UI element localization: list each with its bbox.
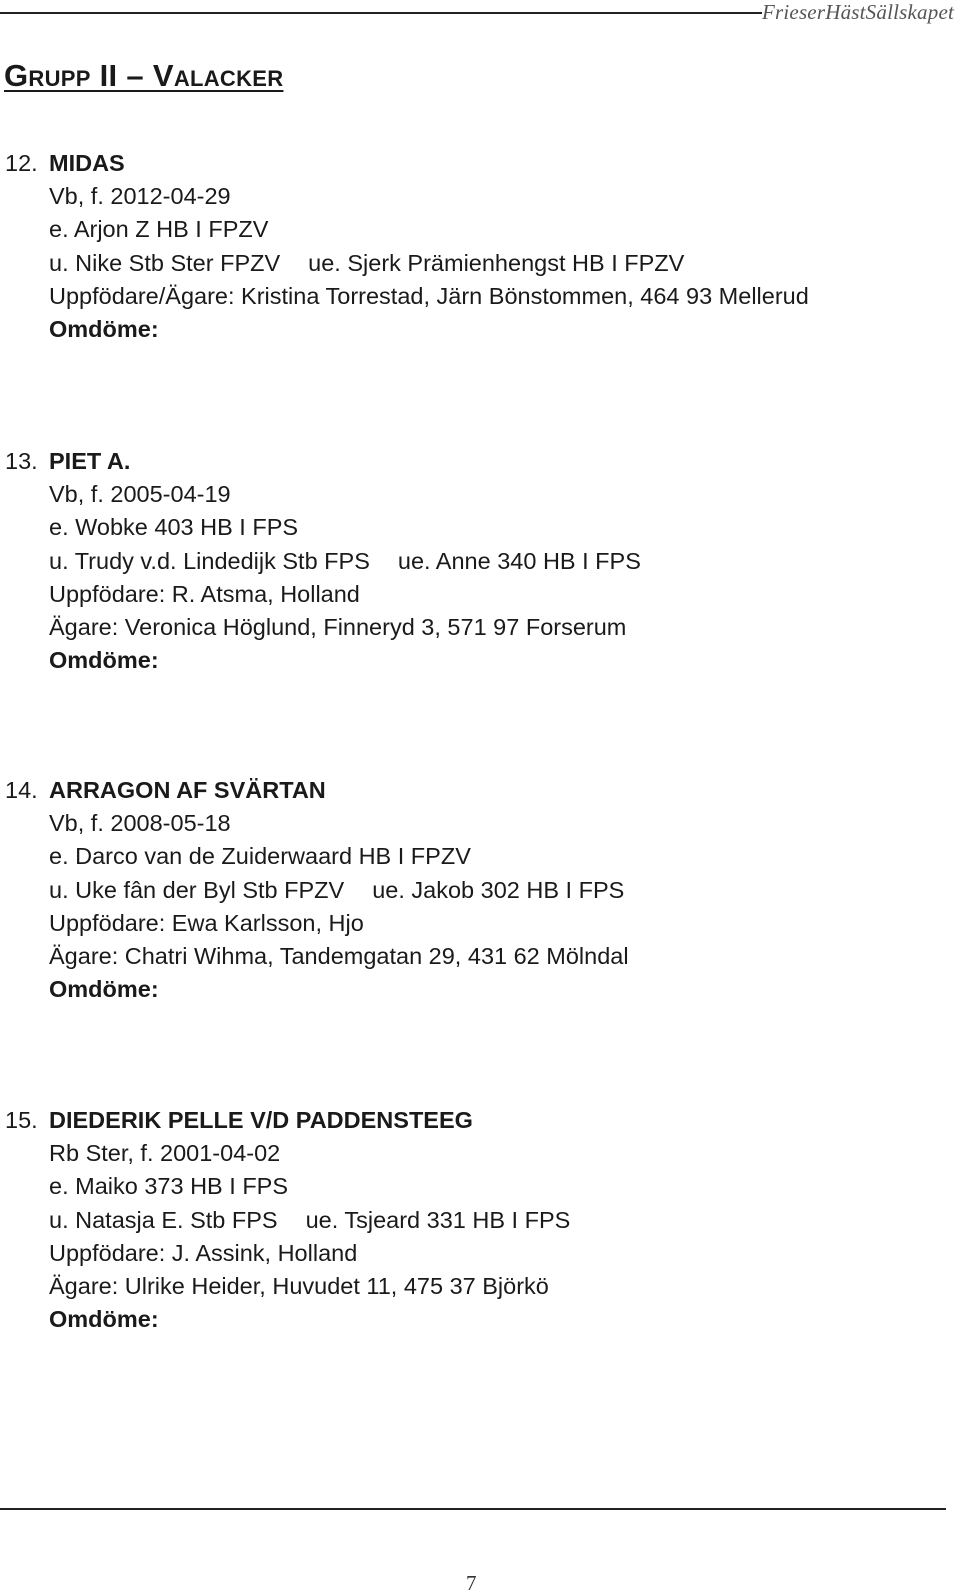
sire-line: e. Arjon Z HB I FPZV: [49, 216, 269, 243]
footer-rule: [0, 1508, 946, 1510]
birth-line: Vb, f. 2012-04-29: [49, 183, 231, 210]
dam-sire: ue. Sjerk Prämienhengst HB I FPZV: [308, 249, 685, 276]
dam-line: [5, 247, 945, 280]
dam: u. Nike Stb Ster FPZV: [49, 249, 281, 276]
breeder-line: Uppfödare: J. Assink, Holland: [49, 1239, 358, 1266]
dam-line: [5, 874, 945, 907]
entry-heading: [5, 147, 945, 180]
dam-sire: ue. Anne 340 HB I FPS: [397, 547, 641, 574]
entry-number: 15.: [5, 1107, 38, 1133]
judgement-label: Omdöme:: [49, 647, 159, 674]
judgement-label: Omdöme:: [49, 316, 159, 343]
horse-name: ARRAGON AF SVÄRTAN: [49, 777, 326, 803]
header-rule: [0, 12, 762, 14]
entry-heading: [5, 774, 945, 807]
dam-line: [5, 1204, 945, 1237]
horse-name: DIEDERIK PELLE V/D PADDENSTEEG: [49, 1107, 473, 1133]
owner-line: Ägare: Veronica Höglund, Finneryd 3, 571 97 Forserum: [49, 614, 627, 641]
sire-line: e. Wobke 403 HB I FPS: [49, 514, 299, 541]
owner-line: Ägare: Ulrike Heider, Huvudet 11, 475 37 Björkö: [49, 1273, 549, 1300]
entry-number: 13.: [5, 448, 38, 474]
dam: u. Trudy v.d. Lindedijk Stb FPS: [49, 547, 370, 574]
judgement-label: Omdöme:: [49, 1306, 159, 1333]
judgement-label: Omdöme:: [49, 976, 159, 1003]
dam: u. Natasja E. Stb FPS: [49, 1206, 278, 1233]
breeder-line: Uppfödare/Ägare: Kristina Torrestad, Järn Bönstommen, 464 93 Mellerud: [49, 282, 809, 309]
breeder-line: Uppfödare: R. Atsma, Holland: [49, 580, 360, 607]
horse-entry: [5, 147, 945, 346]
section-title: Grupp II – Valacker: [4, 58, 284, 93]
horse-entry: [5, 445, 945, 677]
sire-line: e. Maiko 373 HB I FPS: [49, 1173, 289, 1200]
horse-name: PIET A.: [49, 448, 131, 474]
birth-line: Rb Ster, f. 2001-04-02: [49, 1140, 281, 1167]
entry-number: 12.: [5, 150, 38, 176]
dam-line: [5, 545, 945, 578]
entry-heading: [5, 1104, 945, 1137]
horse-entry: [5, 774, 945, 1006]
dam-sire: ue. Tsjeard 331 HB I FPS: [305, 1206, 571, 1233]
breeder-line: Uppfödare: Ewa Karlsson, Hjo: [49, 909, 364, 936]
owner-line: Ägare: Chatri Wihma, Tandemgatan 29, 431 62 Mölndal: [49, 943, 629, 970]
horse-name: MIDAS: [49, 150, 125, 176]
entry-number: 14.: [5, 777, 38, 803]
birth-line: Vb, f. 2008-05-18: [49, 810, 231, 837]
dam-sire: ue. Jakob 302 HB I FPS: [372, 876, 625, 903]
birth-line: Vb, f. 2005-04-19: [49, 481, 231, 508]
dam: u. Uke fân der Byl Stb FPZV: [49, 876, 345, 903]
page-number: 7: [466, 1571, 477, 1595]
horse-entry: [5, 1104, 945, 1336]
sire-line: e. Darco van de Zuiderwaard HB I FPZV: [49, 843, 471, 870]
entry-heading: [5, 445, 945, 478]
publication-brand: FrieserHästSällskapet: [761, 0, 954, 24]
